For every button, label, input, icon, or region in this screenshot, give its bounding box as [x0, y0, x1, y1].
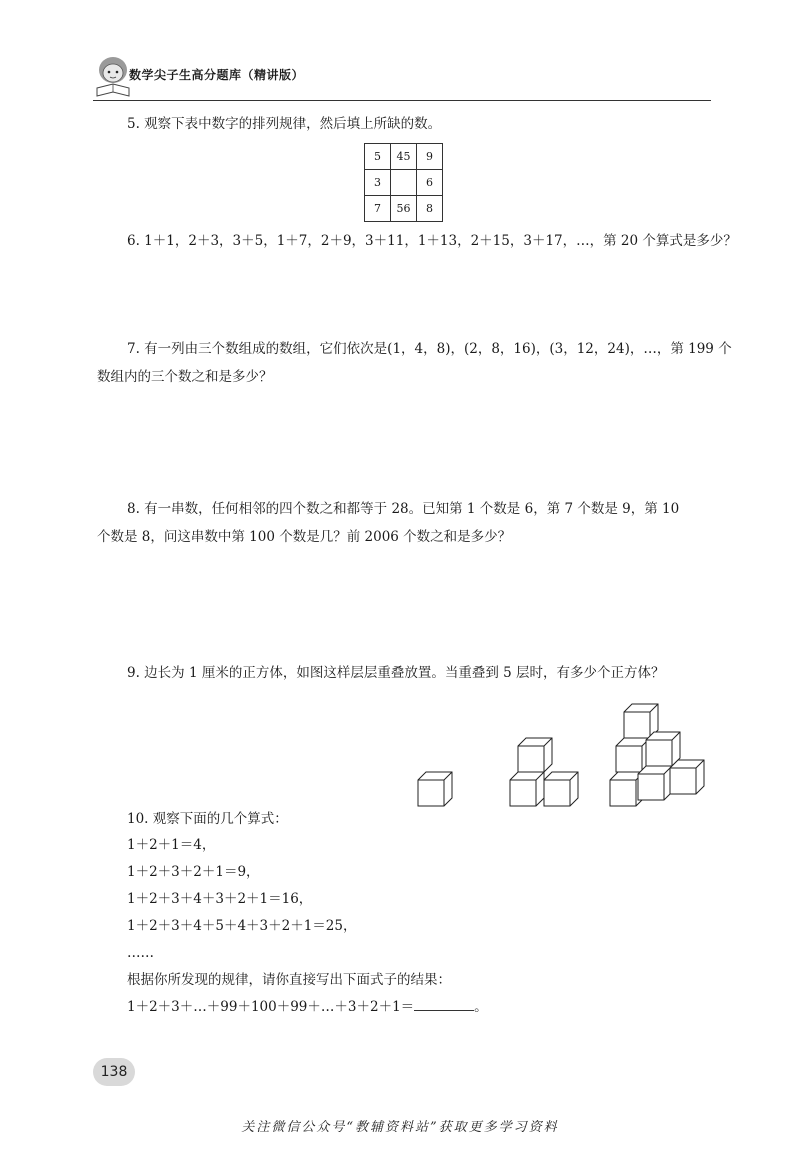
grid-cell: 6 — [417, 170, 443, 196]
grid-cell: 3 — [365, 170, 391, 196]
cube-icon — [646, 732, 680, 766]
formula-line: 1＋2＋3＋4＋5＋4＋3＋2＋1＝25， — [127, 918, 357, 934]
question-6-text: 6. 1＋1，2＋3，3＋5，1＋7，2＋9，3＋11，1＋13，2＋15，3＋17，…，第 20 个算式是多少？ — [127, 233, 737, 249]
page-header — [93, 52, 393, 98]
footer-note: 关注微信公众号“教辅资料站”获取更多学习资料 — [241, 1120, 559, 1135]
question-7-line-2: 数组内的三个数之和是多少？ — [97, 369, 273, 385]
question-8-line-2: 个数是 8，问这串数中第 100 个数是几？前 2006 个数之和是多少？ — [97, 529, 512, 545]
question-8 — [127, 495, 679, 523]
grid-cell: 45 — [391, 144, 417, 170]
formula-list — [127, 832, 488, 1021]
question-8-line-1: 8. 有一串数，任何相邻的四个数之和都等于 28。已知第 1 个数是 6，第 7 个数是 9，第 10 — [127, 501, 680, 517]
question-9 — [127, 659, 665, 687]
final-formula-text: 1＋2＋3＋…＋99＋100＋99＋…＋3＋2＋1＝ — [127, 999, 415, 1015]
formula-line: 1＋2＋1＝4， — [127, 837, 216, 853]
cube-stacks-figure — [410, 700, 710, 810]
header-divider — [93, 100, 711, 101]
grid-cell: 56 — [391, 196, 417, 222]
final-formula — [127, 994, 488, 1021]
cube-icon — [510, 772, 544, 806]
formula-line: 1＋2＋3＋4＋3＋2＋1＝16， — [127, 891, 313, 907]
page-number: 138 — [93, 1058, 135, 1086]
answer-blank[interactable] — [414, 996, 474, 1011]
instruction-text: 根据你所发现的规律，请你直接写出下面式子的结果： — [127, 972, 451, 988]
question-7-cont — [97, 363, 273, 391]
kid-reading-icon — [93, 52, 133, 98]
book-title: 数学尖子生高分题库（精讲版） — [129, 68, 305, 82]
cube-icon — [518, 738, 552, 772]
question-9-text: 9. 边长为 1 厘米的正方体，如图这样层层重叠放置。当重叠到 5 层时，有多少个正方体？ — [127, 665, 665, 681]
grid-cell: 5 — [365, 144, 391, 170]
question-8-cont — [97, 523, 511, 551]
grid-cell: 8 — [417, 196, 443, 222]
final-formula-end: 。 — [474, 999, 488, 1015]
cube-icon — [670, 760, 704, 794]
cube-icon — [544, 772, 578, 806]
number-grid — [364, 143, 443, 222]
question-7 — [127, 335, 732, 363]
cube-icon — [418, 772, 452, 806]
cube-icon — [638, 766, 672, 800]
question-6 — [127, 227, 737, 255]
question-5-text: 5. 观察下表中数字的排列规律，然后填上所缺的数。 — [127, 116, 442, 132]
question-10-text: 10. 观察下面的几个算式： — [127, 811, 288, 827]
grid-cell — [391, 170, 417, 196]
question-7-line-1: 7. 有一列由三个数组成的数组，它们依次是(1，4，8)，(2，8，16)，(3，12，24)，…，第 199 个 — [127, 341, 732, 357]
formula-line: 1＋2＋3＋2＋1＝9， — [127, 864, 260, 880]
grid-cell: 9 — [417, 144, 443, 170]
question-5 — [127, 110, 441, 138]
grid-cell: 7 — [365, 196, 391, 222]
question-10 — [127, 805, 288, 833]
formula-line: …… — [127, 945, 154, 961]
